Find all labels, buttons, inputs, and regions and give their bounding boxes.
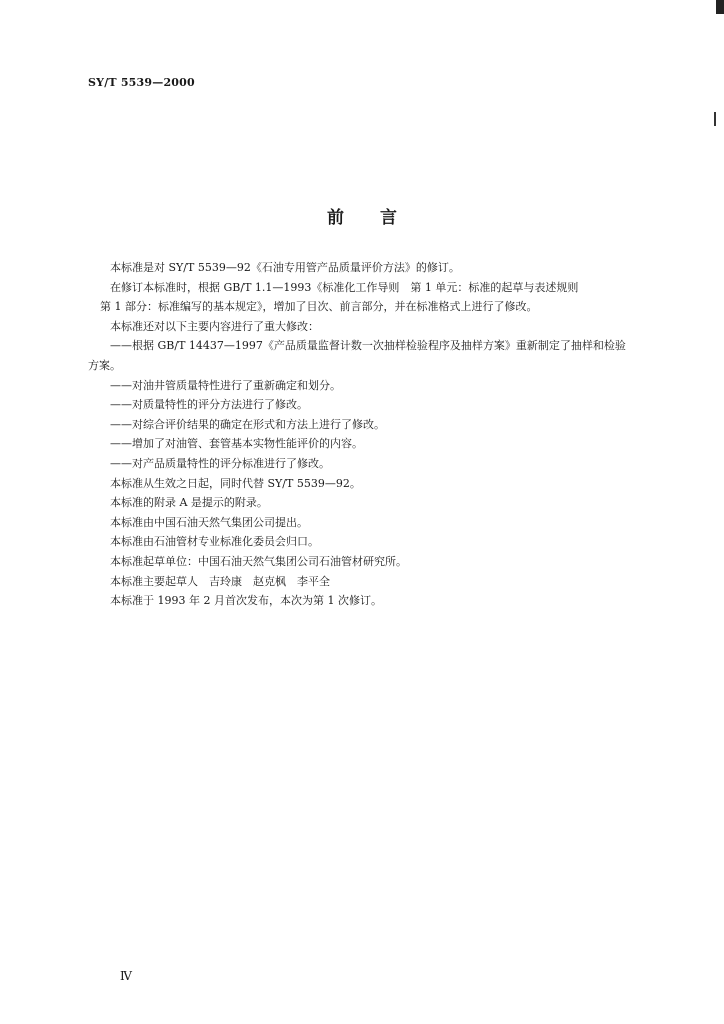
paragraph-continuation: 第 1 部分：标准编写的基本规定》，增加了目次、前言部分，并在标准格式上进行了修改。 — [100, 300, 538, 314]
list-item: ——对产品质量特性的评分标准进行了修改。 — [110, 456, 330, 470]
paragraph: 在修订本标准时，根据 GB/T 1.1—1993《标准化工作导则 第 1 单元：标准的起草与表述规则 — [110, 280, 579, 294]
scan-edge-mark — [714, 112, 716, 126]
paragraph: 本标准从生效之日起，同时代替 SY/T 5539—92。 — [110, 476, 361, 490]
paragraph: 本标准主要起草人 吉玲康 赵克枫 李平全 — [110, 574, 330, 588]
paragraph: 本标准由石油管材专业标准化委员会归口。 — [110, 535, 319, 549]
paragraph: 本标准由中国石油天然气集团公司提出。 — [110, 515, 308, 529]
paragraph: 本标准的附录 A 是提示的附录。 — [110, 496, 268, 510]
list-item: ——增加了对油管、套管基本实物性能评价的内容。 — [110, 437, 363, 451]
list-item: ——根据 GB/T 14437—1997《产品质量监督计数一次抽样检验程序及抽样方案》重新制定了抽样和检验方案。 — [88, 339, 626, 372]
paragraph: 本标准还对以下主要内容进行了重大修改： — [110, 319, 319, 333]
scan-corner-mark — [716, 0, 724, 14]
list-item: ——对综合评价结果的确定在形式和方法上进行了修改。 — [110, 417, 385, 431]
list-item: ——对质量特性的评分方法进行了修改。 — [110, 398, 308, 412]
paragraph: 本标准起草单位：中国石油天然气集团公司石油管材研究所。 — [110, 554, 407, 568]
standard-code: SY/T 5539—2000 — [88, 76, 195, 89]
list-item: ——对油井管质量特性进行了重新确定和划分。 — [110, 378, 341, 392]
paragraph: 本标准于 1993 年 2 月首次发布，本次为第 1 次修订。 — [110, 594, 382, 608]
page-title: 前言 — [327, 208, 433, 228]
paragraph: 本标准是对 SY/T 5539—92《石油专用管产品质量评价方法》的修订。 — [110, 261, 460, 274]
page-number: Ⅳ — [120, 969, 132, 983]
foreword-body — [88, 258, 636, 611]
